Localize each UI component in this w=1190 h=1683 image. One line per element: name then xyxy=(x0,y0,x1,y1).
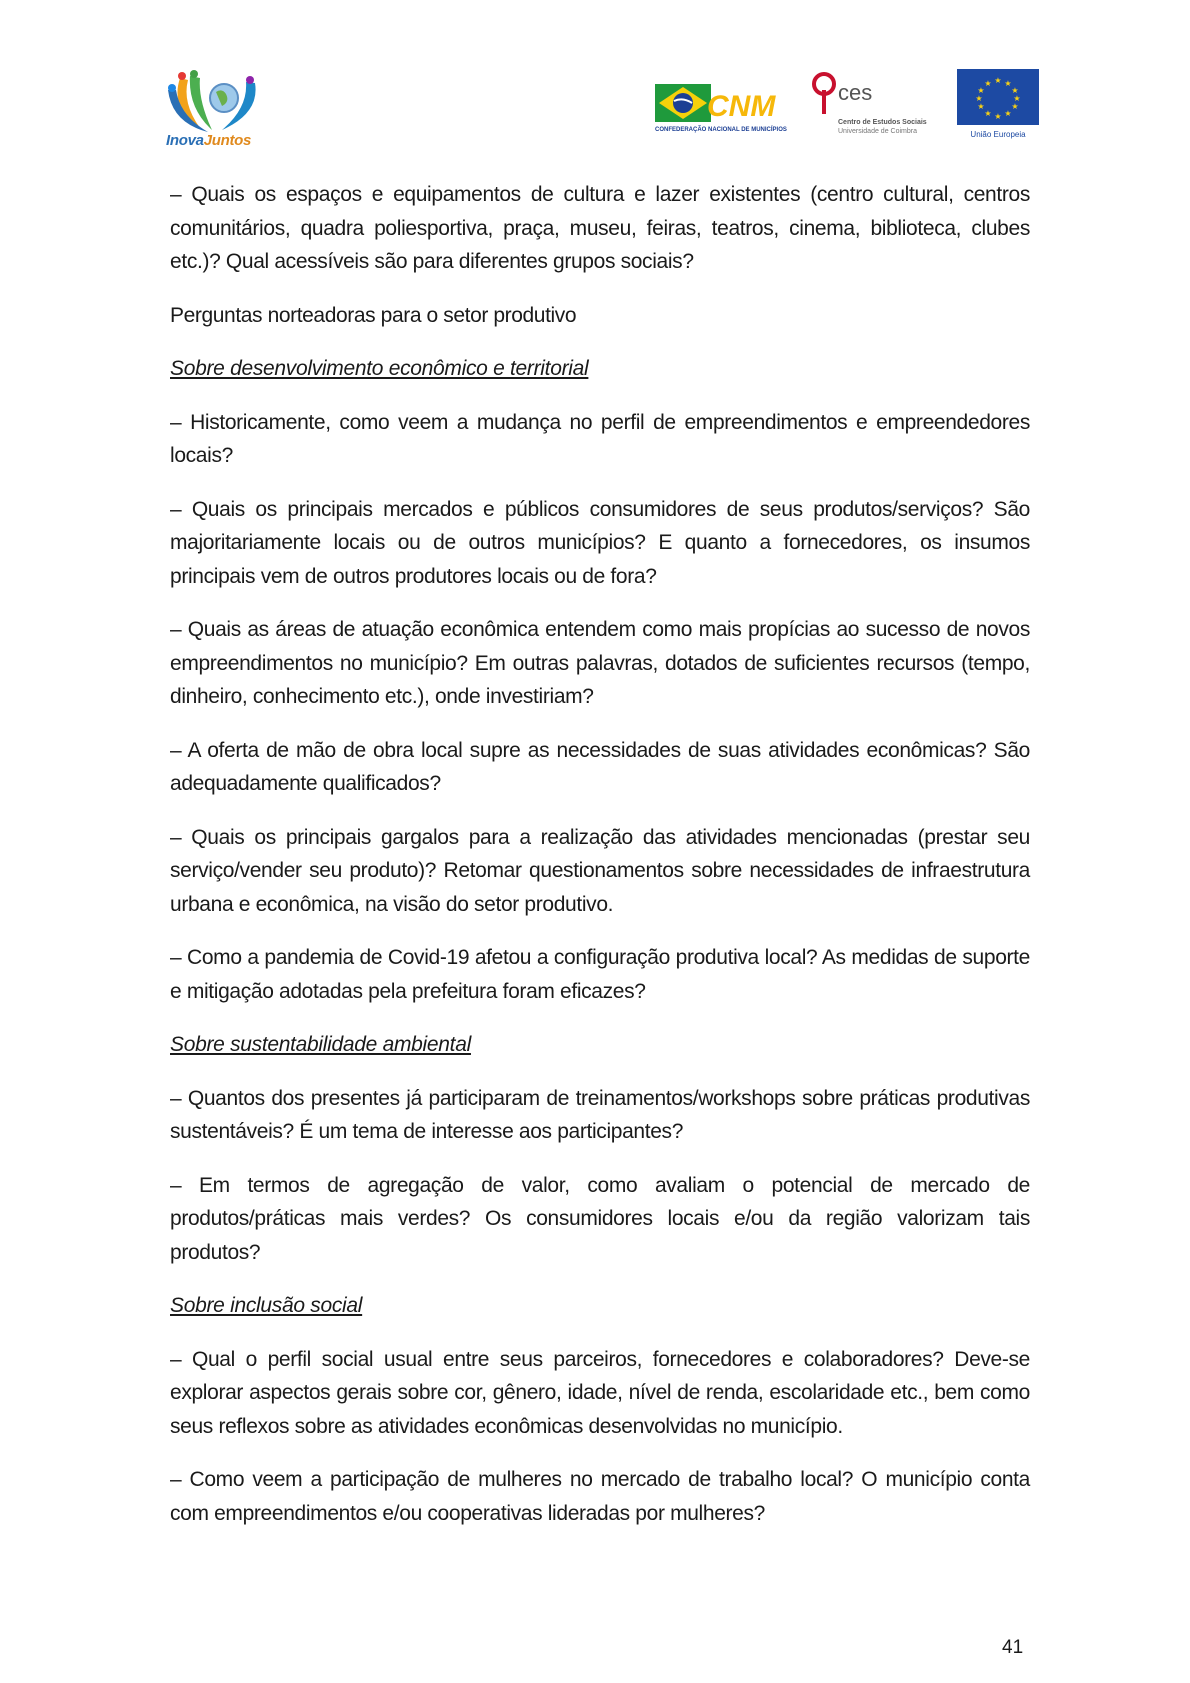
paragraph: – Como a pandemia de Covid-19 afetou a configuração produtiva local? As medidas de suporte e mitigação adotadas pela prefeitura foram eficazes? xyxy=(170,946,1030,1003)
cnm-logo-title: CNM xyxy=(707,90,776,123)
cnm-logo-subtitle: CONFEDERAÇÃO NACIONAL DE MUNICÍPIOS xyxy=(655,127,787,133)
paragraph: – A oferta de mão de obra local supre as necessidades de suas atividades econômicas? São adequadamente qualificados? xyxy=(170,738,1030,795)
eu-flag-logo xyxy=(957,69,1039,141)
ces-logo-line1: Centro de Estudos Sociais xyxy=(838,119,927,126)
ces-logo xyxy=(810,70,935,140)
eu-logo-caption: União Europeia xyxy=(970,130,1026,139)
svg-text:★: ★ xyxy=(1004,109,1012,118)
subsection-heading: Sobre desenvolvimento econômico e territorial xyxy=(170,357,589,380)
svg-text:★: ★ xyxy=(977,86,985,95)
svg-text:★: ★ xyxy=(975,94,983,103)
section-heading: Perguntas norteadoras para o setor produtivo xyxy=(170,303,577,327)
ces-logo-title: ces xyxy=(838,80,873,105)
subsection-heading: Sobre inclusão social xyxy=(170,1294,363,1317)
paragraph: – Quais as áreas de atuação econômica entendem como mais propícias ao sucesso de novos empreendimentos no município? Em outras palavras, dotados de suficientes recursos (tempo, dinheiro, conhecimento etc.), onde investiriam? xyxy=(170,618,1030,708)
svg-text:★: ★ xyxy=(984,109,992,118)
svg-text:★: ★ xyxy=(1004,79,1012,88)
inovajuntos-logo-text: InovaJuntos xyxy=(166,132,252,149)
svg-text:★: ★ xyxy=(977,102,985,111)
paragraph: – Qual o perfil social usual entre seus parceiros, fornecedores e colaboradores? Deve-se explorar aspectos gerais sobre cor, gênero, idade, nível de renda, escolaridade etc., bem como seus reflexos sobre as atividades econômicas desenvolvidas no município. xyxy=(170,1347,1030,1438)
paragraph: – Quais os espaços e equipamentos de cultura e lazer existentes (centro cultural, centros comunitários, quadra poliesportiva, praça, museu, feiras, teatros, cinema, biblioteca, clubes etc.)? Qual acessíveis são para diferentes grupos sociais? xyxy=(170,183,1030,273)
svg-text:★: ★ xyxy=(1013,94,1021,103)
svg-text:★: ★ xyxy=(1011,86,1019,95)
svg-text:★: ★ xyxy=(1011,102,1019,111)
paragraph: – Quais os principais gargalos para a realização das atividades mencionadas (prestar seu serviço/vender seu produto)? Retomar questionamentos sobre necessidades de infraestrutura urbana e econômica, na visão do setor produtivo. xyxy=(170,825,1030,916)
paragraph: – Como veem a participação de mulheres no mercado de trabalho local? O município conta com empreendimentos e/ou cooperativas lideradas por mulheres? xyxy=(170,1468,1030,1525)
svg-text:★: ★ xyxy=(994,76,1002,85)
document-body xyxy=(170,178,1030,1550)
subsection-heading: Sobre sustentabilidade ambiental xyxy=(170,1033,471,1056)
paragraph: – Historicamente, como veem a mudança no perfil de empreendimentos e empreendedores locais? xyxy=(170,410,1030,467)
cnm-logo xyxy=(655,76,790,136)
svg-text:★: ★ xyxy=(994,112,1002,121)
page-number: 41 xyxy=(1002,1637,1024,1658)
page-header xyxy=(0,60,1190,160)
paragraph: – Quais os principais mercados e públicos consumidores de seus produtos/serviços? São majoritariamente locais ou de outros municípios? E quanto a fornecedores, os insumos principais vem de outros produtores locais ou de fora? xyxy=(170,497,1030,588)
svg-text:★: ★ xyxy=(984,79,992,88)
ces-logo-line2: Universidade de Coimbra xyxy=(838,128,917,135)
paragraph: – Em termos de agregação de valor, como avaliam o potencial de mercado de produtos/práticas mais verdes? Os consumidores locais e/ou da região valorizam tais produtos? xyxy=(170,1173,1030,1264)
paragraph: – Quantos dos presentes já participaram de treinamentos/workshops sobre práticas produtivas sustentáveis? É um tema de interesse aos participantes? xyxy=(170,1086,1030,1143)
